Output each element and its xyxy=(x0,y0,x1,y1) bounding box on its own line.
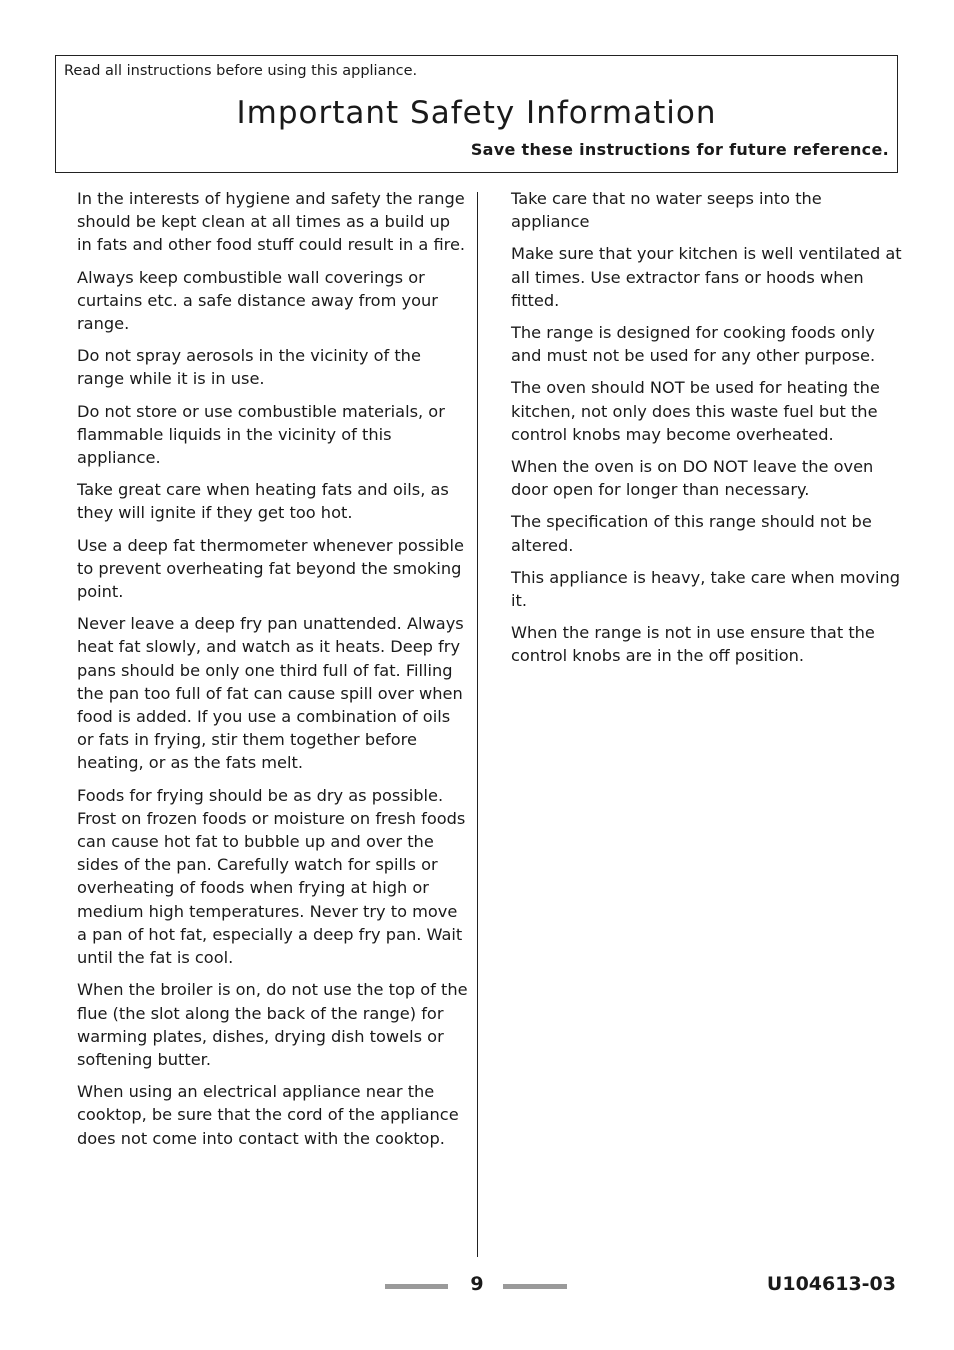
safety-paragraph: The range is designed for cooking foods only and must not be used for any other purpose. xyxy=(511,323,876,366)
safety-paragraph: When the oven is on DO NOT leave the oven door open for longer than necessary. xyxy=(511,457,874,500)
safety-paragraph: This appliance is heavy, take care when moving it. xyxy=(511,567,901,611)
footer-bar-right xyxy=(503,1284,567,1289)
safety-paragraph: Never leave a deep fry pan unattended. Always heat fat slowly, and watch as it heats. Deep fry pans should be only one third full of fat. Filling the pan too full of fat can cause spill over when food is added. If you use a combination of oils or fats in frying, stir them together before heating, or as the fats melt. xyxy=(77,614,464,773)
safety-paragraph: Take great care when heating fats and oils, as they will ignite if they get too hot. xyxy=(77,480,449,523)
safety-paragraph: When using an electrical appliance near the cooktop, be sure that the cord of the appliance does not come into contact with the cooktop. xyxy=(77,1082,459,1148)
safety-paragraph: Use a deep fat thermometer whenever possible to prevent overheating fat beyond the smoking point. xyxy=(77,535,464,602)
safety-paragraph: Do not spray aerosols in the vicinity of the range while it is in use. xyxy=(77,346,421,389)
safety-paragraph: When the range is not in use ensure that the control knobs are in the off position. xyxy=(511,623,875,666)
safety-paragraph: When the broiler is on, do not use the top of the flue (the slot along the back of the range) for warming plates, dishes, drying dish towels or softening butter. xyxy=(77,980,468,1069)
safety-paragraph: Make sure that your kitchen is well ventilated at all times. Use extractor fans or hoods when fitted. xyxy=(511,244,902,310)
safety-paragraph: In the interests of hygiene and safety the range should be kept clean at all times as a build up in fats and other food stuff could result in a fire. xyxy=(77,189,466,255)
page-number: 9 xyxy=(470,1273,484,1295)
safety-paragraph: The specification of this range should not be altered. xyxy=(511,512,872,555)
pre-instruction-note: Read all instructions before using this appliance. xyxy=(64,63,418,79)
safety-paragraph: Foods for frying should be as dry as possible. Frost on frozen foods or moisture on fresh foods can cause hot fat to bubble up and over the sides of the pan. Carefully watch for spills or overheating of foods when frying at high or medium high temperatures. Never try to move a pan of hot fat, especially a deep fry pan. Wait until the fat is cool. xyxy=(77,785,466,968)
column-divider xyxy=(477,192,478,1257)
footer-bar-left xyxy=(385,1284,448,1289)
safety-paragraph: Take care that no water seeps into the appliance xyxy=(511,189,822,232)
safety-paragraph: Always keep combustible wall coverings or curtains etc. a safe distance away from your range. xyxy=(77,267,438,334)
safety-paragraph: Do not store or use combustible materials, or flammable liquids in the vicinity of this appliance. xyxy=(77,401,445,468)
right-column xyxy=(511,187,903,677)
left-column xyxy=(77,187,469,1159)
document-code: U104613-03 xyxy=(766,1273,896,1295)
safety-paragraph: The oven should NOT be used for heating the kitchen, not only does this waste fuel but the control knobs may become overheated. xyxy=(511,378,880,444)
page-title: Important Safety Information xyxy=(236,95,717,131)
save-instructions-note: Save these instructions for future reference. xyxy=(470,140,889,159)
header-box xyxy=(55,55,898,173)
